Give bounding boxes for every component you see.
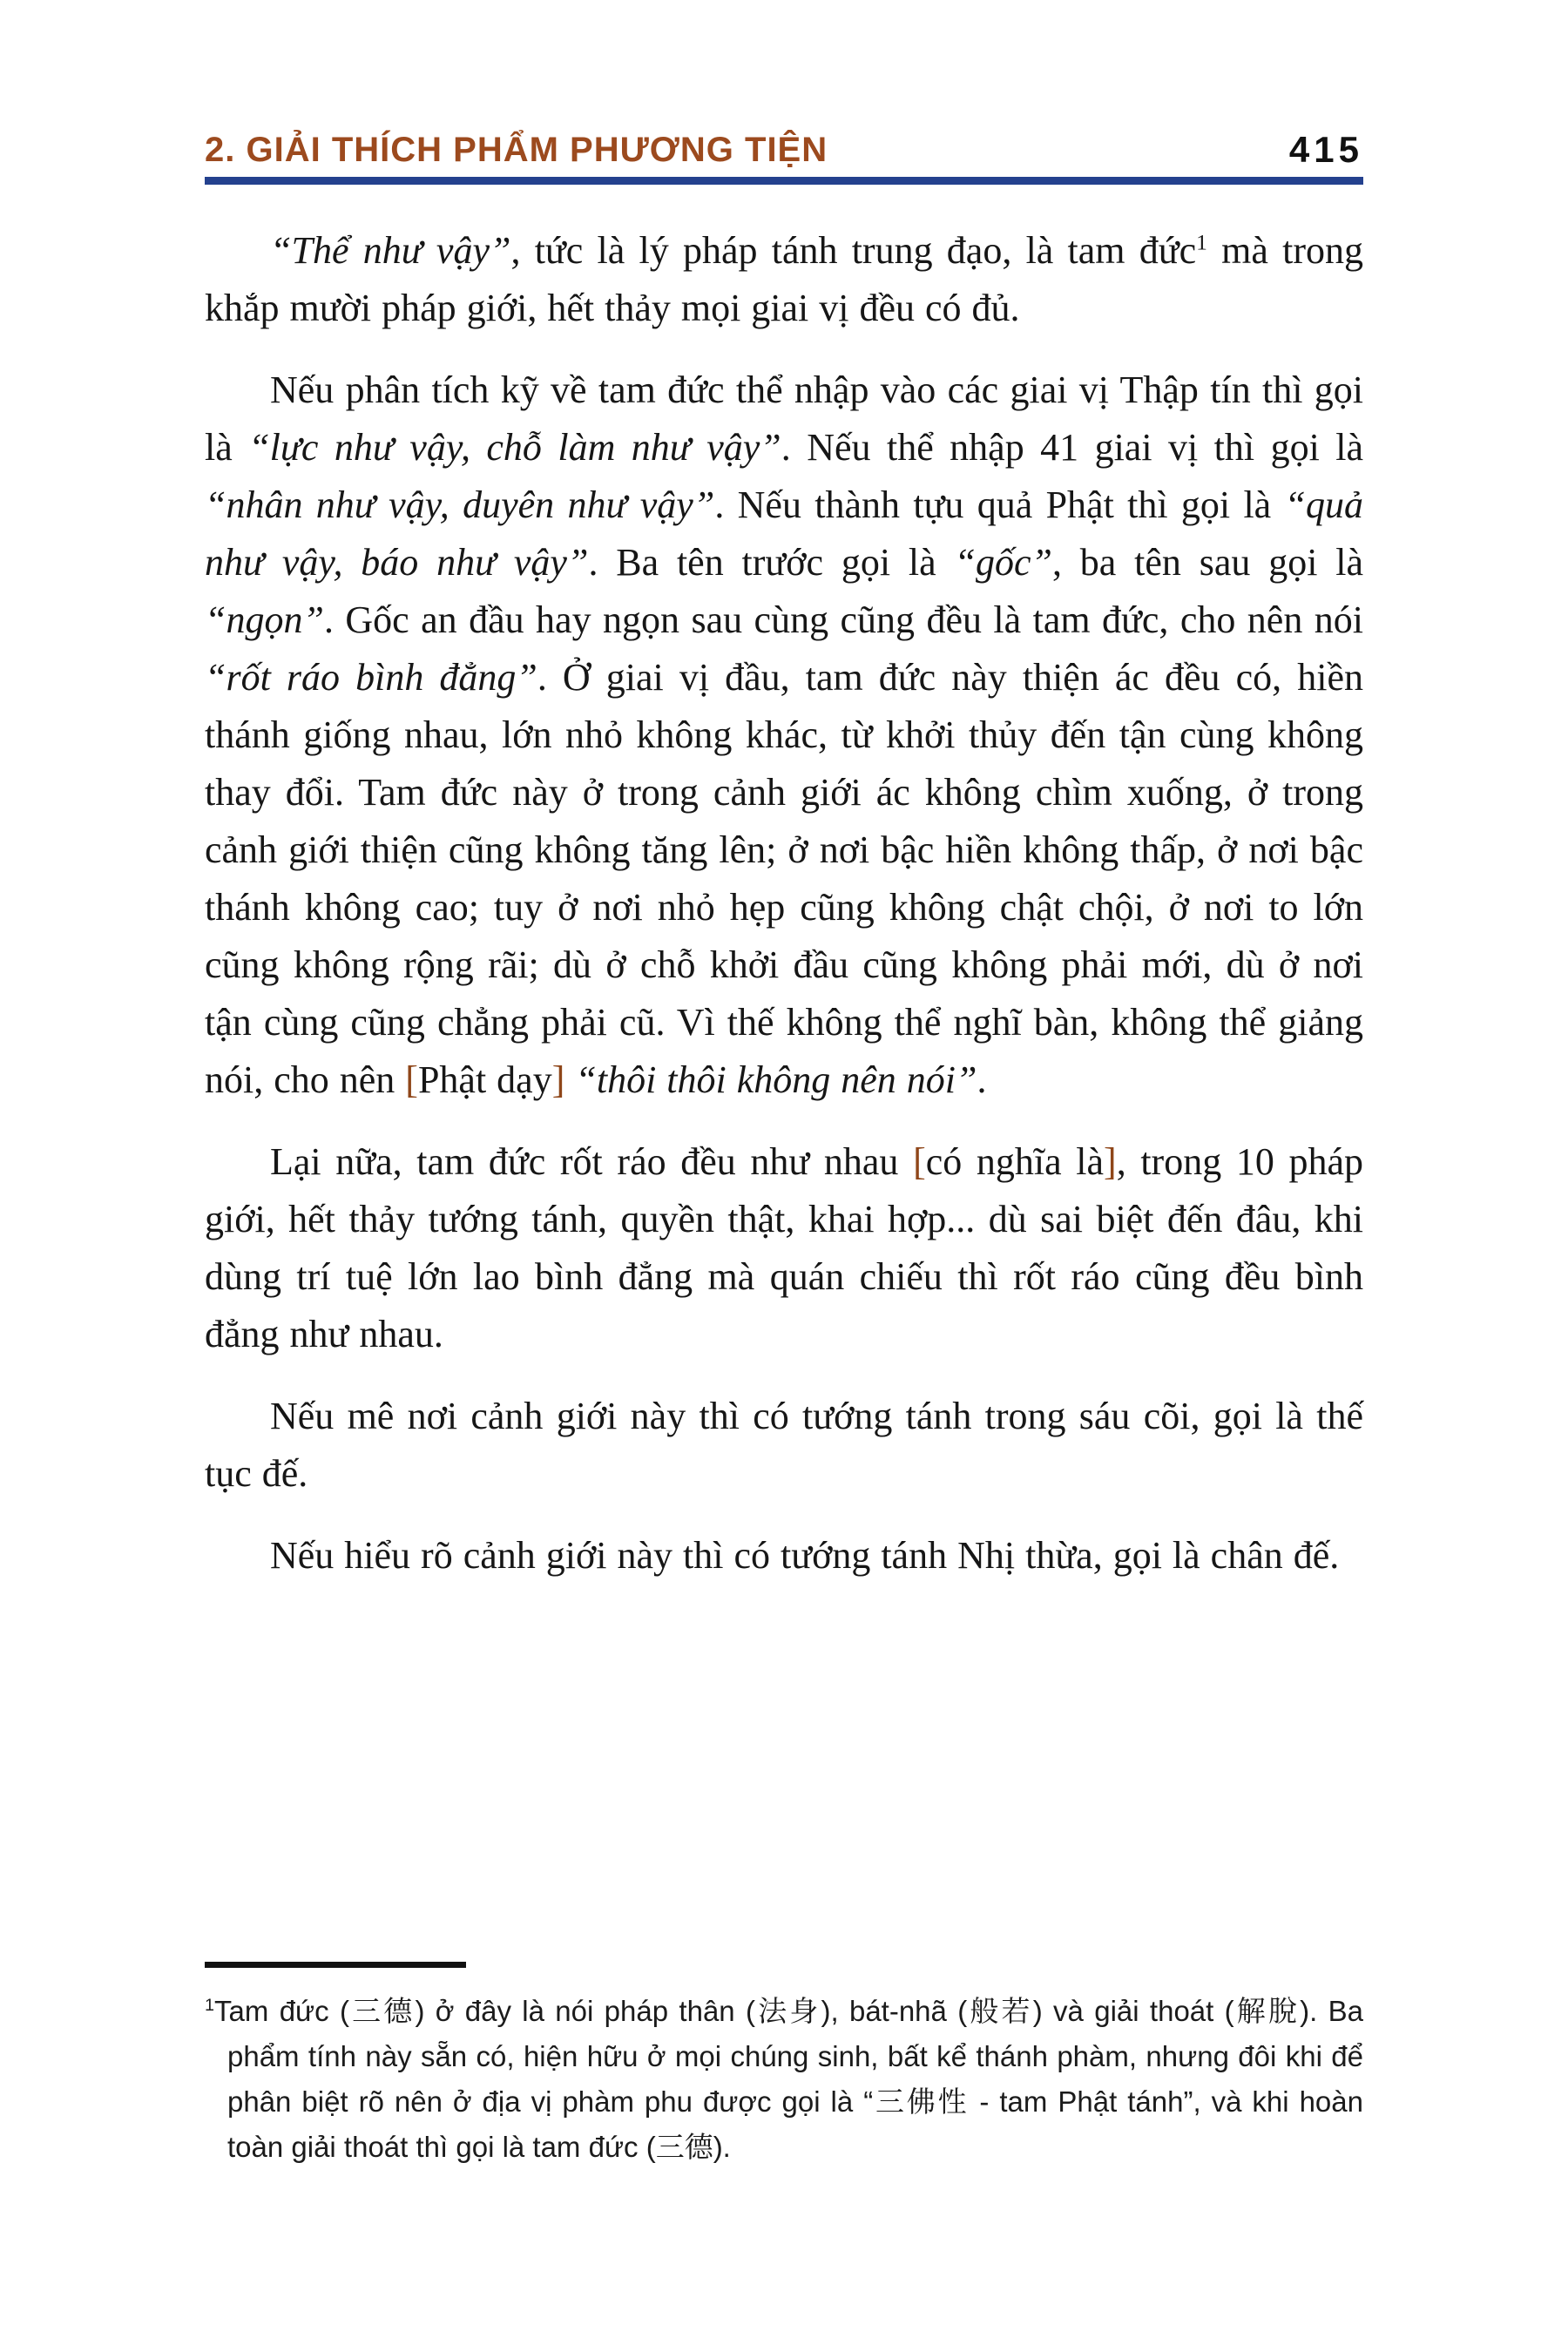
body-paragraph-4: Nếu mê nơi cảnh giới này thì có tướng tánh trong sáu cõi, gọi là thế tục đế. xyxy=(205,1395,1363,1495)
header-row xyxy=(205,131,1363,169)
page-header xyxy=(205,131,1363,185)
body-paragraph-1: “Thể như vậy”, tức là lý pháp tánh trung đạo, là tam đức$^1$ mà trong khắp mười pháp giới, hết thảy mọi giai vị đều có đủ. xyxy=(205,229,1363,329)
body-paragraph-2: Nếu phân tích kỹ về tam đức thể nhập vào các giai vị Thập tín thì gọi là “lực như vậy, chỗ làm như vậy”. Nếu thể nhập 41 giai vị thì gọi là “nhân như vậy, duyên như vậy”. Nếu thành tựu quả Phật thì gọi là “quả như vậy, báo như vậy”. Ba tên trước gọi là “gốc”, ba tên sau gọi là “ngọn”. Gốc an đầu hay ngọn sau cùng cũng đều là tam đức, cho nên nói “rốt ráo bình đẳng”. Ở giai vị đầu, tam đức này thiện ác đều có, hiền thánh giống nhau, lớn nhỏ không khác, từ khởi thủy đến tận cùng không thay đổi. Tam đức này ở trong cảnh giới ác không chìm xuống, ở trong cảnh giới thiện cũng không tăng lên; ở nơi bậc hiền không thấp, ở nơi bậc thánh không cao; tuy ở nơi nhỏ hẹp cũng không chật chội, ở nơi to lớn cũng không rộng rãi; dù ở chỗ khởi đầu cũng không phải mới, dù ở nơi tận cùng cũng chẳng phải cũ. Vì thế không thể nghĩ bàn, không thể giảng nói, cho nên [Phật dạy] “thôi thôi không nên nói”. xyxy=(205,368,1364,1101)
header-rule xyxy=(205,177,1363,185)
section-title: 2. GIẢI THÍCH PHẨM PHƯƠNG TIỆN xyxy=(205,131,828,169)
page-body xyxy=(205,222,1363,1609)
body-paragraph-5: Nếu hiểu rõ cảnh giới này thì có tướng tánh Nhị thừa, gọi là chân đế. xyxy=(270,1534,1340,1577)
footnote-1: $^1$Tam đức (三德) ở đây là nói pháp thân (法身), bát-nhã (般若) và giải thoát (解脫). Ba phẩm tính này sẵn có, hiện hữu ở mọi chúng sinh, bất kể thánh phàm, nhưng đôi khi để phân biệt rõ nên ở địa vị phàm phu được gọi là “三佛性 - tam Phật tánh”, và khi hoàn toàn giải thoát thì gọi là tam đức (三德). xyxy=(205,1995,1363,2163)
body-paragraph-3: Lại nữa, tam đức rốt ráo đều như nhau [có nghĩa là], trong 10 pháp giới, hết thảy tướng tánh, quyền thật, khai hợp... dù sai biệt đến đâu, khi dùng trí tuệ lớn lao bình đẳng mà quán chiếu thì rốt ráo cũng đều bình đẳng như nhau. xyxy=(205,1140,1364,1355)
page-number: 415 xyxy=(1288,129,1363,170)
footnote-area xyxy=(205,1962,1363,2170)
footnote-rule xyxy=(205,1962,466,1968)
